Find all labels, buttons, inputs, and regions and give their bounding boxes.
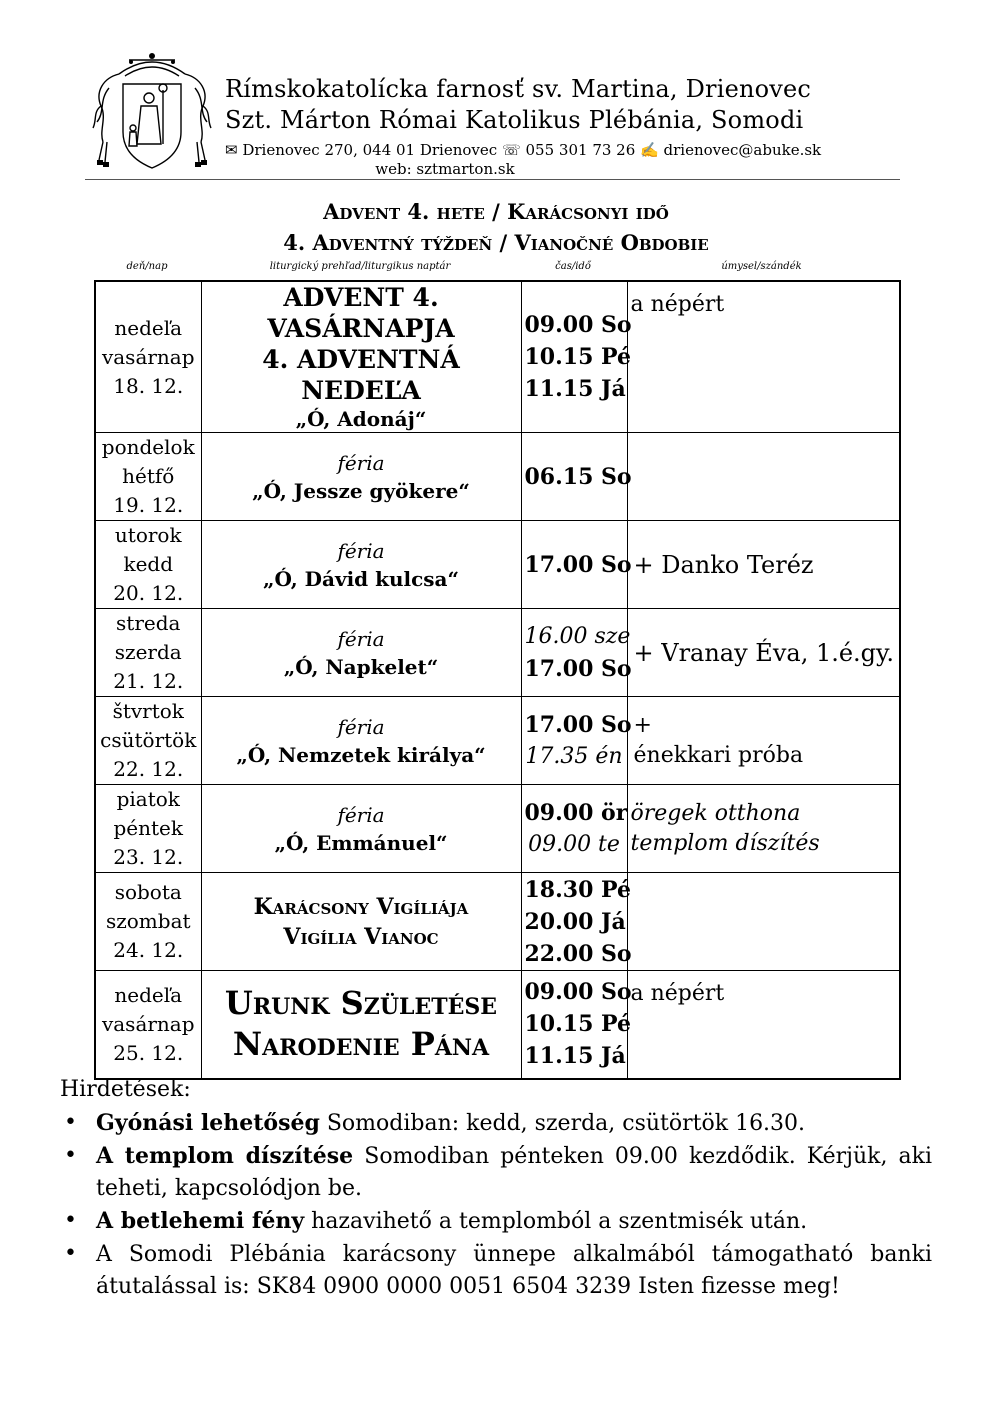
intention-cell: [627, 873, 900, 971]
time-cell: 09.00 So 10.15 Pé 11.15 Já: [521, 281, 627, 433]
liturgy-cell: féria „Ó, Dávid kulcsa“: [201, 521, 521, 609]
column-header-liturgy: liturgický prehľad/liturgikus naptár: [269, 261, 451, 272]
announcements: [60, 1074, 932, 1303]
title-hungarian: Advent 4. hete / Karácsonyi idő: [323, 199, 669, 224]
table-row: [95, 609, 900, 697]
day-cell: utorok kedd 20. 12.: [95, 521, 201, 609]
table-row: [95, 873, 900, 971]
intention-cell: öregek otthona templom díszítés: [627, 785, 900, 873]
list-item: • Gyónási lehetőség Somodiban: kedd, szerda, csütörtök 16.30.: [60, 1107, 932, 1140]
liturgy-cell: féria „Ó, Napkelet“: [201, 609, 521, 697]
table-row: [95, 971, 900, 1079]
intention-cell: + Vranay Éva, 1.é.gy.: [627, 609, 900, 697]
announcements-title: Hirdetések:: [60, 1077, 191, 1102]
table-row: [95, 433, 900, 521]
weekly-schedule-table: [94, 280, 901, 1080]
intention-cell: [627, 433, 900, 521]
header-divider: [85, 179, 900, 180]
mail-icon: ✍: [640, 141, 659, 159]
table-row: [95, 697, 900, 785]
bullet-icon: •: [64, 1110, 77, 1135]
column-header-time: čas/idő: [555, 261, 591, 272]
time-cell: 16.00 sze 17.00 So: [521, 609, 627, 697]
time-cell: 09.00 ör 09.00 te: [521, 785, 627, 873]
day-cell: nedeľa vasárnap 18. 12.: [95, 281, 201, 433]
liturgy-cell: Karácsony Vigíliája Vigília Vianoc: [201, 873, 521, 971]
list-item: • A Somodi Plébánia karácsony ünnepe alkalmából támogatható banki átutalással is: SK84 0900 0000 0051 6504 3239 Isten fizesse meg!: [60, 1238, 932, 1303]
bullet-icon: •: [64, 1208, 77, 1233]
contact-line: [225, 140, 900, 160]
time-cell: 18.30 Pé 20.00 Já 22.00 So: [521, 873, 627, 971]
letterhead-text: [225, 74, 900, 178]
phone: 055 301 73 26: [525, 141, 636, 159]
parish-name-hungarian: Szt. Márton Római Katolikus Plébánia, Somodi: [225, 106, 804, 134]
parish-name-slovak: Rímskokatolícka farnosť sv. Martina, Drienovec: [225, 75, 812, 103]
liturgy-cell: Urunk Születése Narodenie Pána: [201, 971, 521, 1079]
time-cell: 17.00 So 17.35 én: [521, 697, 627, 785]
day-cell: štvrtok csütörtök 22. 12.: [95, 697, 201, 785]
email: drienovec@abuke.sk: [663, 141, 822, 159]
day-cell: piatok péntek 23. 12.: [95, 785, 201, 873]
liturgy-cell: féria „Ó, Emmánuel“: [201, 785, 521, 873]
column-header-intention: úmysel/szándék: [721, 261, 802, 272]
telephone-icon: ☏: [501, 141, 521, 159]
time-cell: 06.15 So: [521, 433, 627, 521]
document-title: [95, 196, 897, 258]
table-row: [95, 785, 900, 873]
bullet-icon: •: [64, 1143, 77, 1168]
table-row: [95, 281, 900, 433]
column-header-day: deň/nap: [126, 261, 168, 272]
liturgy-cell: ADVENT 4. VASÁRNAPJA 4. ADVENTNÁ NEDEĽA „Ó, Adonáj“: [201, 281, 521, 433]
intention-cell: + énekkari próba: [627, 697, 900, 785]
list-item: • A betlehemi fény hazavihető a templomból a szentmisék után.: [60, 1205, 932, 1238]
liturgy-cell: féria „Ó, Jessze gyökere“: [201, 433, 521, 521]
day-cell: nedeľa vasárnap 25. 12.: [95, 971, 201, 1079]
table-row: [95, 521, 900, 609]
liturgy-cell: féria „Ó, Nemzetek királya“: [201, 697, 521, 785]
list-item: • A templom díszítése Somodiban pénteken 09.00 kezdődik. Kérjük, aki teheti, kapcsolódjon be.: [60, 1140, 932, 1205]
address: Drienovec 270, 044 01 Drienovec: [242, 141, 498, 159]
parish-coat-of-arms-icon: [89, 48, 215, 174]
intention-cell: + Danko Teréz: [627, 521, 900, 609]
day-cell: streda szerda 21. 12.: [95, 609, 201, 697]
website: web: sztmarton.sk: [375, 160, 515, 178]
day-cell: pondelok hétfő 19. 12.: [95, 433, 201, 521]
envelope-icon: ✉: [225, 141, 238, 159]
letterhead: [85, 44, 900, 178]
bullet-icon: •: [64, 1241, 77, 1266]
announcement-list: [60, 1107, 932, 1303]
intention-cell: a népért: [627, 971, 900, 1079]
title-slovak: 4. Adventný týždeň / Vianočné Obdobie: [283, 230, 709, 255]
time-cell: 17.00 So: [521, 521, 627, 609]
intention-cell: a népért: [627, 281, 900, 433]
day-cell: sobota szombat 24. 12.: [95, 873, 201, 971]
time-cell: 09.00 So 10.15 Pé 11.15 Já: [521, 971, 627, 1079]
